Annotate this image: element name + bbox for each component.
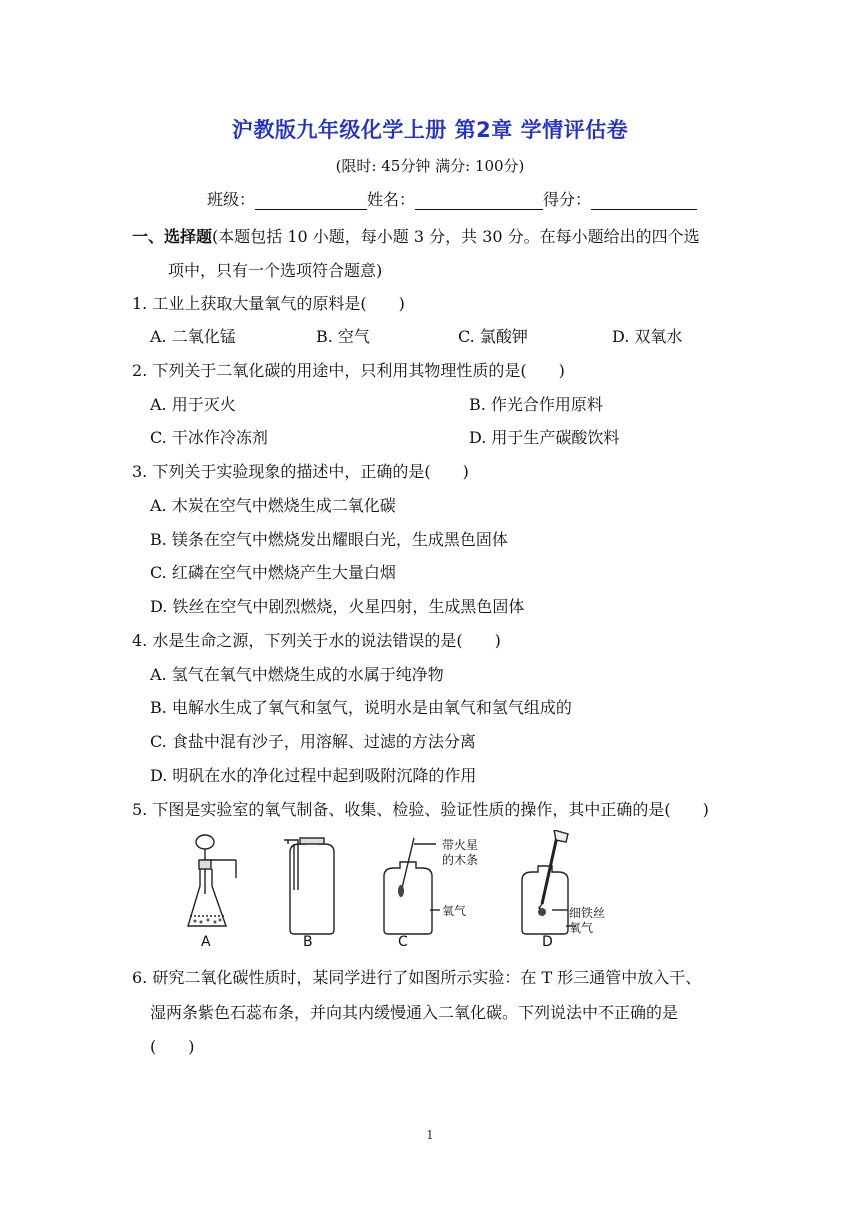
student-info-row <box>207 190 697 210</box>
q1-option-b: B. 空气 <box>316 327 370 346</box>
q4-option-b: B. 电解水生成了氧气和氢气，说明水是由氧气和氢气组成的 <box>150 698 572 717</box>
section1-heading: 一、选择题 <box>132 227 213 246</box>
page-number: 1 <box>426 1128 434 1142</box>
class-blank[interactable] <box>255 193 367 210</box>
q1-option-d: D. 双氧水 <box>612 327 683 346</box>
d-label-iron-wire: 细铁丝 <box>569 906 606 920</box>
apparatus-c-bottle <box>378 830 448 935</box>
q3-option-c: C. 红磷在空气中燃烧产生大量白烟 <box>150 563 396 582</box>
q2-option-c: C. 干冰作冷冻剂 <box>150 428 268 447</box>
question-4-stem: 4. 水是生命之源，下列关于水的说法错误的是( ) <box>132 631 501 650</box>
class-label: 班级： <box>207 190 256 209</box>
c-label-splint-1: 带火星 <box>442 838 479 852</box>
q3-option-d: D. 铁丝在空气中剧烈燃烧，火星四射，生成黑色固体 <box>150 597 525 616</box>
question-2-stem: 2. 下列关于二氧化碳的用途中，只利用其物理性质的是( ) <box>132 361 565 380</box>
q2-option-d: D. 用于生产碳酸饮料 <box>469 428 620 447</box>
name-label: 姓名： <box>367 190 416 209</box>
c-label-splint-2: 的木条 <box>442 853 479 867</box>
q1-option-c: C. 氯酸钾 <box>458 327 528 346</box>
q2-option-b: B. 作光合作用原料 <box>469 395 603 414</box>
q5-apparatus-figure <box>180 830 630 952</box>
question-6-stem-line2: 湿两条紫色石蕊布条，并向其内缓慢通入二氧化碳。下列说法中不正确的是 <box>150 1003 679 1022</box>
exam-constraints: (限时: 45分钟 满分: 100分) <box>335 157 525 175</box>
figure-label-c: C <box>398 934 408 950</box>
q4-option-a: A. 氢气在氧气中燃烧生成的水属于纯净物 <box>150 665 444 684</box>
q4-option-c: C. 食盐中混有沙子，用溶解、过滤的方法分离 <box>150 732 476 751</box>
c-label-oxygen: 氧气 <box>442 904 467 918</box>
score-label: 得分： <box>543 190 592 209</box>
d-label-oxygen: 氧气 <box>569 921 594 935</box>
apparatus-a-flask <box>180 830 250 935</box>
score-blank[interactable] <box>591 193 697 210</box>
question-5-stem: 5. 下图是实验室的氧气制备、收集、检验、验证性质的操作，其中正确的是( ) <box>132 800 709 819</box>
section1-desc: (本题包括 10 小题，每小题 3 分，共 30 分。在每小题给出的四个选 <box>212 227 700 246</box>
name-blank[interactable] <box>415 193 543 210</box>
question-1-stem: 1. 工业上获取大量氧气的原料是( ) <box>132 294 405 313</box>
question-3-stem: 3. 下列关于实验现象的描述中，正确的是( ) <box>132 462 469 481</box>
q3-option-b: B. 镁条在空气中燃烧发出耀眼白光，生成黑色固体 <box>150 530 508 549</box>
figure-label-a: A <box>201 934 211 950</box>
apparatus-b-bottle <box>280 830 350 935</box>
question-6-stem-line1: 6. 研究二氧化碳性质时，某同学进行了如图所示实验：在 T 形三通管中放入干、 <box>132 968 702 987</box>
page-title: 沪教版九年级化学上册 第2章 学情评估卷 <box>231 118 629 142</box>
question-6-answer-blank: ( ) <box>150 1037 195 1056</box>
figure-label-b: B <box>303 934 313 950</box>
figure-label-d: D <box>542 934 553 950</box>
section1-heading-line <box>132 227 700 247</box>
section1-desc-cont: 项中，只有一个选项符合题意) <box>168 261 383 280</box>
q2-option-a: A. 用于灭火 <box>150 395 236 414</box>
q4-option-d: D. 明矾在水的净化过程中起到吸附沉降的作用 <box>150 766 477 785</box>
q3-option-a: A. 木炭在空气中燃烧生成二氧化碳 <box>150 496 396 515</box>
q1-option-a: A. 二氧化锰 <box>150 327 236 346</box>
